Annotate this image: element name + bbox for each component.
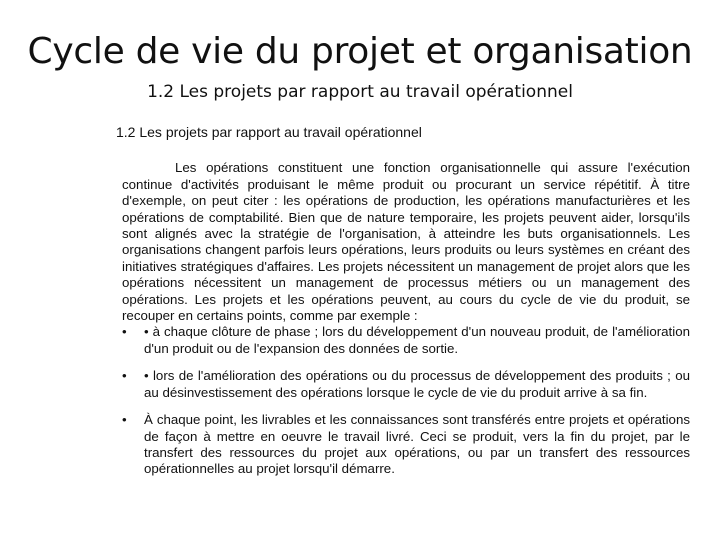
list-item-text: • lors de l'amélioration des opérations ou du processus de développement des produits ; ou au désinvestissement des opérations lorsque le cycle de vie du produit arrive à sa fin.	[144, 368, 690, 400]
bullet-marker: •	[122, 368, 127, 384]
list-item	[122, 324, 690, 357]
list-item	[122, 368, 690, 401]
bullet-marker: •	[122, 324, 127, 340]
bullet-marker: •	[122, 412, 127, 428]
list-item	[122, 412, 690, 478]
body-paragraph: Les opérations constituent une fonction organisationnelle qui assure l'exécution continue d'activités produisant le même produit ou procurant un service répétitif. À titre d'exemple, on peut citer : les opérations de production, les opérations manufacturières et les opérations de comptabilité. Bien que de nature temporaire, les projets peuvent aider, lorsqu'ils sont alignés avec la stratégie de l'organisation, à atteindre les buts organisationnels. Les organisations changent parfois leurs opérations, leurs produits ou leurs systèmes en créant des initiatives stratégiques d'affaires. Les projets nécessitent un management de projet alors que les opérations nécessitent un management de processus métiers ou un management des opérations. Les projets et les opérations peuvent, au cours du cycle de vie du produit, se recouper en certains points, comme par exemple :	[122, 160, 690, 324]
slide-body	[116, 118, 690, 489]
list-item-text: À chaque point, les livrables et les connaissances sont transférés entre projets et opérations de façon à mettre en oeuvre le travail livré. Ceci se produit, vers la fin du projet, par le transfert des ressources du projet aux opérations, ou par un transfert des ressources opérationnelles au projet lorsqu'il démarre.	[144, 412, 690, 477]
slide-subtitle: 1.2 Les projets par rapport au travail opérationnel	[147, 82, 573, 102]
bullet-list	[122, 324, 690, 477]
slide-title: Cycle de vie du projet et organisation	[27, 31, 693, 72]
list-item-text: • à chaque clôture de phase ; lors du développement d'un nouveau produit, de l'amélioration d'un produit ou de l'expansion des données de sortie.	[144, 324, 690, 356]
section-heading: 1.2 Les projets par rapport au travail opérationnel	[116, 124, 422, 140]
